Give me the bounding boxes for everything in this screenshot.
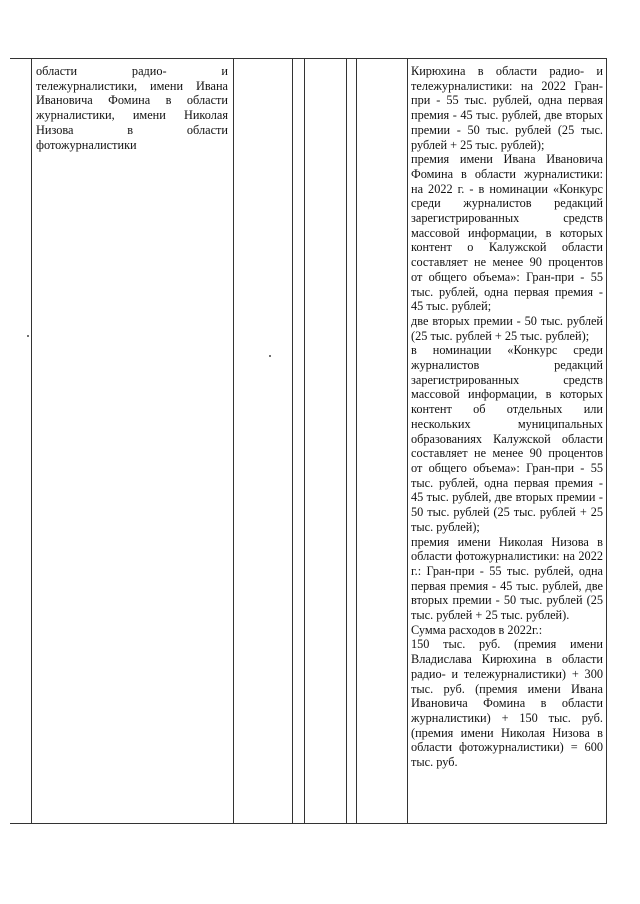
- column-divider: [356, 58, 357, 824]
- sum-heading: Сумма расходов в 2022г.:: [411, 622, 543, 637]
- column-divider: [346, 58, 347, 824]
- document-table: [10, 58, 607, 824]
- details-paragraph: две вторых премии - 50 тыс. рублей (25 тыс. рублей + 25 тыс. рублей);: [411, 313, 603, 343]
- scan-speck: [27, 335, 29, 337]
- scan-speck: [269, 355, 271, 357]
- details-paragraph: в номинации «Конкурс среди журналистов редакций зарегистрированных средств массовой информации, в которых контент об отдельных или нескольких муниципальных образованиях Калужской области составляет не менее 90 процентов от общего объема»: Гран-при - 55 тыс. рублей, одна первая премия - 45 тыс. рублей, две вторых премии - 50 тыс. рублей (25 тыс. рублей + 25 тыс. рублей);: [411, 343, 603, 534]
- sum-breakdown: 150 тыс. руб. (премия имени Владислава Кирюхина в области радио- и тележурналистики) + 300 тыс. руб. (премия имени Ивана Ивановича Фомина в области журналистики) + 150 тыс. руб. (премия имени Николая Низова в области фотожурналистики) = 600 тыс. руб.: [411, 637, 603, 770]
- nomination-cell: [36, 64, 228, 152]
- nomination-text: области радио- и тележурналистики, имени Ивана Ивановича Фомина в области журналистики, имени Николая Низова в области фотожурналистики: [36, 64, 228, 152]
- column-divider: [233, 58, 234, 824]
- table-bottom-border: [10, 823, 607, 824]
- column-divider: [304, 58, 305, 824]
- details-paragraph: премия имени Ивана Ивановича Фомина в области журналистики: на 2022 г. - в номинации «Конкурс среди журналистов редакций зарегистрированных средств массовой информации, в которых контент о Калужской области составляет не менее 90 процентов от общего объема»: Гран-при - 55 тыс. рублей, одна первая премия - 45 тыс. рублей;: [411, 152, 603, 314]
- column-divider: [292, 58, 293, 824]
- table-top-border: [10, 58, 607, 59]
- details-paragraph: премия имени Николая Низова в области фотожурналистики: на 2022 г.: Гран-при - 55 тыс. рублей, одна первая премия - 45 тыс. рублей, две вторых премии - 50 тыс. рублей (25 тыс. рублей + 25 тыс. рублей).: [411, 534, 603, 623]
- details-cell: [411, 64, 603, 770]
- column-divider: [407, 58, 408, 824]
- column-divider: [606, 58, 607, 824]
- column-divider: [31, 58, 32, 824]
- details-paragraph: Кирюхина в области радио- и тележурналистики: на 2022 Гран-при - 55 тыс. рублей, одна первая премия - 45 тыс. рублей, две вторых премии - 50 тыс. рублей (25 тыс. рублей + 25 тыс. рублей);: [411, 64, 603, 152]
